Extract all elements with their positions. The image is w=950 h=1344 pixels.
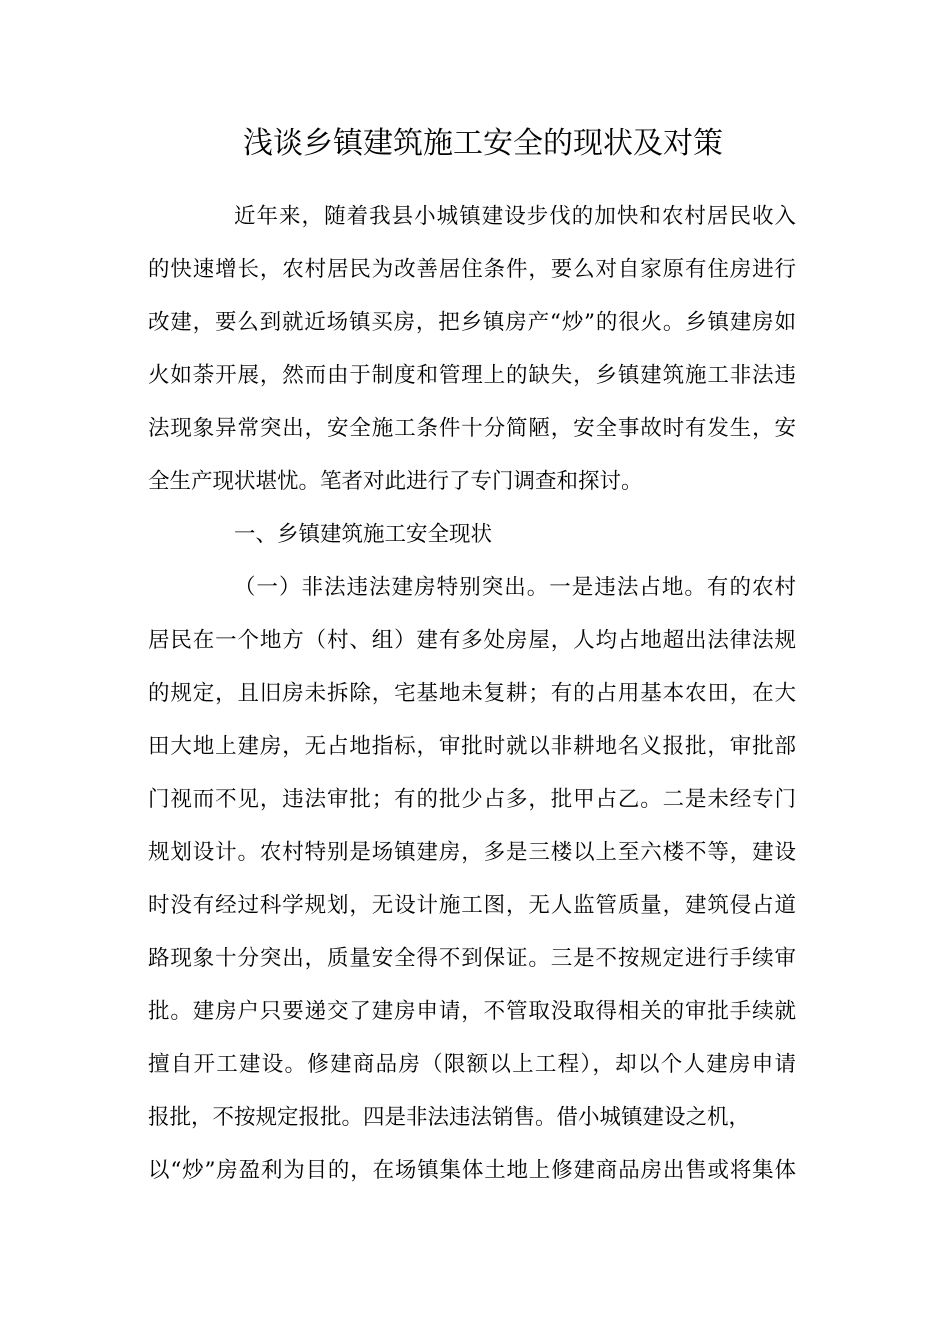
document-title: 浅谈乡镇建筑施工安全的现状及对策	[243, 126, 723, 161]
text-line: 改建，要么到就近场镇买房，把乡镇房产“炒”的很火。乡镇建房如	[148, 310, 796, 335]
text-line: 法现象异常突出，安全施工条件十分简陋，安全事故时有发生，安	[148, 416, 796, 441]
text-line: 的规定，且旧房未拆除，宅基地未复耕；有的占用基本农田，在大	[148, 681, 796, 706]
text-line: 报批，不按规定报批。四是非法违法销售。借小城镇建设之机，	[148, 1105, 751, 1130]
text-line: 擅自开工建设。修建商品房（限额以上工程），却以个人建房申请	[148, 1052, 796, 1077]
text-line: 火如荼开展，然而由于制度和管理上的缺失，乡镇建筑施工非法违	[148, 363, 796, 388]
text-line: 规划设计。农村特别是场镇建房，多是三楼以上至六楼不等，建设	[148, 840, 796, 865]
text-line: 全生产现状堪忧。笔者对此进行了专门调查和探讨。	[148, 469, 643, 494]
text-line: 路现象十分突出，质量安全得不到保证。三是不按规定进行手续审	[148, 946, 796, 971]
text-line: （一）非法违法建房特别突出。一是违法占地。有的农村	[234, 575, 796, 600]
text-line: 批。建房户只要递交了建房申请，不管取没取得相关的审批手续就	[148, 999, 796, 1024]
text-line: 以“炒”房盈利为目的，在场镇集体土地上修建商品房出售或将集体	[148, 1158, 796, 1183]
text-line: 居民在一个地方（村、组）建有多处房屋，人均占地超出法律法规	[148, 628, 796, 653]
text-line: 一、乡镇建筑施工安全现状	[234, 522, 493, 547]
text-line: 时没有经过科学规划，无设计施工图，无人监管质量，建筑侵占道	[148, 893, 796, 918]
text-line: 的快速增长，农村居民为改善居住条件，要么对自家原有住房进行	[148, 257, 796, 282]
document-body	[148, 190, 796, 1197]
text-line: 门视而不见，违法审批；有的批少占多，批甲占乙。二是未经专门	[148, 787, 796, 812]
text-line: 近年来，随着我县小城镇建设步伐的加快和农村居民收入	[234, 204, 796, 229]
text-line: 田大地上建房，无占地指标，审批时就以非耕地名义报批，审批部	[148, 734, 796, 759]
